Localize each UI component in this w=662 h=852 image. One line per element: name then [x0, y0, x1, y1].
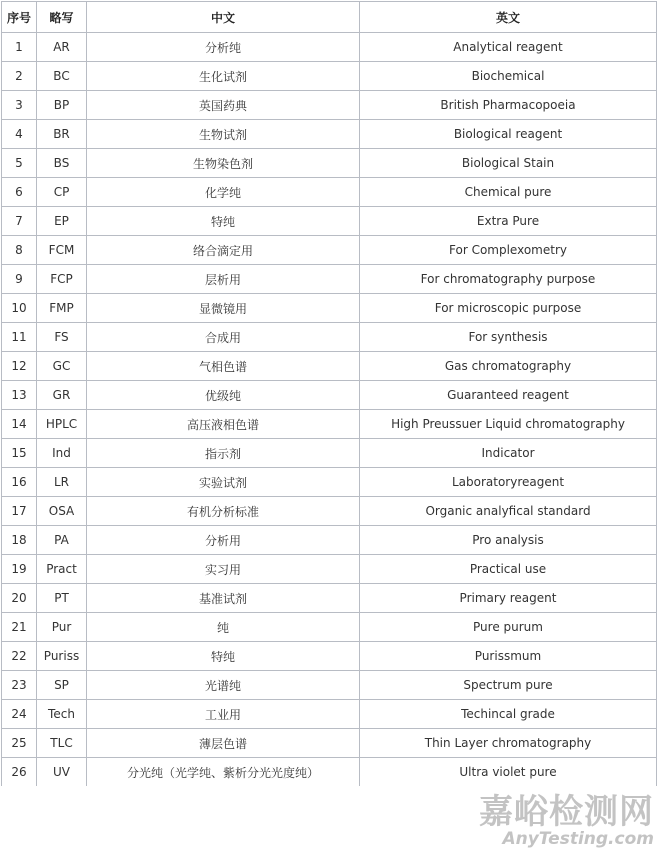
cell-chinese: 英国药典 — [87, 91, 360, 120]
cell-chinese: 光谱纯 — [87, 671, 360, 700]
cell-index: 14 — [2, 410, 37, 439]
table-row — [2, 62, 657, 91]
cell-index: 23 — [2, 671, 37, 700]
cell-abbr: FCM — [37, 236, 87, 265]
cell-abbr: SP — [37, 671, 87, 700]
table-row — [2, 33, 657, 62]
cell-english: Guaranteed reagent — [360, 381, 657, 410]
cell-english: Thin Layer chromatography — [360, 729, 657, 758]
cell-abbr: FMP — [37, 294, 87, 323]
cell-chinese: 实验试剂 — [87, 468, 360, 497]
cell-abbr: EP — [37, 207, 87, 236]
table-row — [2, 410, 657, 439]
cell-chinese: 生物染色剂 — [87, 149, 360, 178]
cell-index: 11 — [2, 323, 37, 352]
cell-abbr: FS — [37, 323, 87, 352]
cell-chinese: 指示剂 — [87, 439, 360, 468]
cell-chinese: 纯 — [87, 613, 360, 642]
cell-index: 12 — [2, 352, 37, 381]
table-row — [2, 294, 657, 323]
cell-english: Biochemical — [360, 62, 657, 91]
table-row — [2, 265, 657, 294]
table-row — [2, 178, 657, 207]
cell-chinese: 高压液相色谱 — [87, 410, 360, 439]
cell-chinese: 分光纯（光学纯、紫析分光光度纯） — [87, 758, 360, 787]
cell-chinese: 生化试剂 — [87, 62, 360, 91]
cell-abbr: PT — [37, 584, 87, 613]
cell-abbr: BP — [37, 91, 87, 120]
table-row — [2, 381, 657, 410]
table-row — [2, 352, 657, 381]
watermark-en: AnyTesting.com — [502, 829, 654, 849]
cell-chinese: 层析用 — [87, 265, 360, 294]
cell-abbr: OSA — [37, 497, 87, 526]
cell-english: Pro analysis — [360, 526, 657, 555]
cell-english: For Complexometry — [360, 236, 657, 265]
cell-chinese: 特纯 — [87, 207, 360, 236]
cell-english: High Preussuer Liquid chromatography — [360, 410, 657, 439]
cell-english: Techincal grade — [360, 700, 657, 729]
cell-index: 9 — [2, 265, 37, 294]
cell-chinese: 分析纯 — [87, 33, 360, 62]
header-abbr: 略写 — [37, 2, 87, 33]
table-row — [2, 120, 657, 149]
table-row — [2, 497, 657, 526]
cell-chinese: 实习用 — [87, 555, 360, 584]
cell-abbr: Ind — [37, 439, 87, 468]
cell-abbr: HPLC — [37, 410, 87, 439]
cell-index: 19 — [2, 555, 37, 584]
cell-chinese: 气相色谱 — [87, 352, 360, 381]
cell-english: British Pharmacopoeia — [360, 91, 657, 120]
cell-index: 16 — [2, 468, 37, 497]
cell-chinese: 有机分析标准 — [87, 497, 360, 526]
cell-english: Laboratoryreagent — [360, 468, 657, 497]
cell-index: 20 — [2, 584, 37, 613]
table-row — [2, 642, 657, 671]
cell-index: 5 — [2, 149, 37, 178]
cell-english: Ultra violet pure — [360, 758, 657, 787]
table-header — [2, 2, 657, 33]
cell-abbr: BR — [37, 120, 87, 149]
cell-abbr: Pract — [37, 555, 87, 584]
cell-english: Gas chromatography — [360, 352, 657, 381]
cell-index: 10 — [2, 294, 37, 323]
reagent-abbreviation-table — [1, 1, 657, 786]
cell-english: Biological reagent — [360, 120, 657, 149]
table-row — [2, 584, 657, 613]
cell-index: 26 — [2, 758, 37, 787]
header-english: 英文 — [360, 2, 657, 33]
cell-english: For chromatography purpose — [360, 265, 657, 294]
table-row — [2, 439, 657, 468]
cell-abbr: PA — [37, 526, 87, 555]
cell-chinese: 工业用 — [87, 700, 360, 729]
table-row — [2, 526, 657, 555]
cell-index: 15 — [2, 439, 37, 468]
table-row — [2, 671, 657, 700]
cell-index: 17 — [2, 497, 37, 526]
cell-english: Primary reagent — [360, 584, 657, 613]
cell-abbr: FCP — [37, 265, 87, 294]
cell-abbr: UV — [37, 758, 87, 787]
cell-index: 18 — [2, 526, 37, 555]
cell-english: Analytical reagent — [360, 33, 657, 62]
cell-abbr: Pur — [37, 613, 87, 642]
cell-index: 22 — [2, 642, 37, 671]
cell-english: Indicator — [360, 439, 657, 468]
cell-chinese: 薄层色谱 — [87, 729, 360, 758]
table-row — [2, 323, 657, 352]
cell-english: For synthesis — [360, 323, 657, 352]
cell-english: Chemical pure — [360, 178, 657, 207]
header-index: 序号 — [2, 2, 37, 33]
table-row — [2, 149, 657, 178]
cell-index: 21 — [2, 613, 37, 642]
cell-chinese: 生物试剂 — [87, 120, 360, 149]
cell-english: Practical use — [360, 555, 657, 584]
cell-chinese: 合成用 — [87, 323, 360, 352]
table-row — [2, 468, 657, 497]
cell-abbr: BC — [37, 62, 87, 91]
cell-english: For microscopic purpose — [360, 294, 657, 323]
table-row — [2, 613, 657, 642]
cell-english: Purissmum — [360, 642, 657, 671]
cell-abbr: Puriss — [37, 642, 87, 671]
cell-index: 7 — [2, 207, 37, 236]
cell-chinese: 基准试剂 — [87, 584, 360, 613]
cell-english: Biological Stain — [360, 149, 657, 178]
cell-english: Spectrum pure — [360, 671, 657, 700]
table-row — [2, 700, 657, 729]
cell-abbr: CP — [37, 178, 87, 207]
cell-index: 25 — [2, 729, 37, 758]
cell-abbr: Tech — [37, 700, 87, 729]
cell-index: 8 — [2, 236, 37, 265]
cell-abbr: GR — [37, 381, 87, 410]
cell-english: Pure purum — [360, 613, 657, 642]
cell-index: 3 — [2, 91, 37, 120]
cell-index: 4 — [2, 120, 37, 149]
cell-english: Organic analyfical standard — [360, 497, 657, 526]
cell-english: Extra Pure — [360, 207, 657, 236]
cell-abbr: GC — [37, 352, 87, 381]
cell-index: 2 — [2, 62, 37, 91]
cell-abbr: BS — [37, 149, 87, 178]
table-row — [2, 236, 657, 265]
cell-chinese: 络合滴定用 — [87, 236, 360, 265]
cell-chinese: 特纯 — [87, 642, 360, 671]
table-row — [2, 729, 657, 758]
cell-abbr: TLC — [37, 729, 87, 758]
header-chinese: 中文 — [87, 2, 360, 33]
cell-chinese: 优级纯 — [87, 381, 360, 410]
cell-abbr: AR — [37, 33, 87, 62]
cell-index: 13 — [2, 381, 37, 410]
watermark — [479, 794, 654, 848]
table-row — [2, 555, 657, 584]
cell-index: 6 — [2, 178, 37, 207]
cell-index: 1 — [2, 33, 37, 62]
cell-chinese: 化学纯 — [87, 178, 360, 207]
watermark-cn: 嘉峪检测网 — [479, 792, 654, 832]
table-row — [2, 207, 657, 236]
cell-chinese: 显微镜用 — [87, 294, 360, 323]
cell-index: 24 — [2, 700, 37, 729]
table-row — [2, 758, 657, 787]
table-row — [2, 91, 657, 120]
cell-chinese: 分析用 — [87, 526, 360, 555]
cell-abbr: LR — [37, 468, 87, 497]
